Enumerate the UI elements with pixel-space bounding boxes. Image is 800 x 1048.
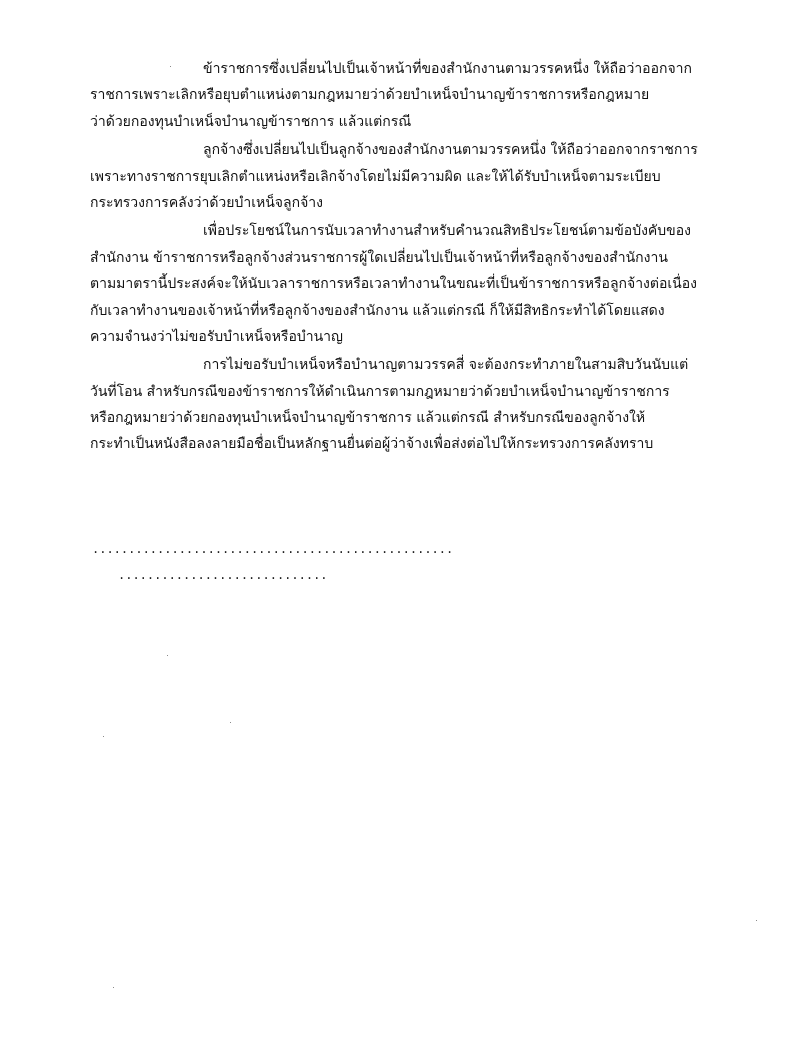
paragraph-line: เพราะทางราชการยุบเลิกตำแหน่งหรือเลิกจ้างโดยไม่มีความผิด และให้ได้รับบำเหน็จตามระเบียบ [90,168,661,185]
paragraph-line: ราชการเพราะเลิกหรือยุบตำแหน่งตามกฎหมายว่าด้วยบำเหน็จบำนาญข้าราชการหรือกฎหมาย [90,87,650,104]
paragraph-1 [90,56,712,135]
scan-speck [103,736,104,737]
paragraph-line: กับเวลาทำงานของเจ้าหน้าที่หรือลูกจ้างของสำนักงาน แล้วแต่กรณี ก็ให้มีสิทธิกระทำได้โดยแสดง [90,302,665,319]
scan-speck [230,722,231,723]
paragraph-line: ความจำนงว่าไม่ขอรับบำเหน็จหรือบำนาญ [90,328,343,345]
scan-speck [170,66,171,67]
paragraph-2 [90,137,712,216]
signature-dotted-line: ............................. [118,568,328,582]
scan-speck [756,920,757,921]
scan-speck [167,655,168,656]
paragraph-4 [90,352,712,458]
paragraph-3 [90,218,712,350]
paragraph-line: กระทรวงการคลังว่าด้วยบำเหน็จลูกจ้าง [90,194,323,211]
paragraph-line: การไม่ขอรับบำเหน็จหรือบำนาญตามวรรคสี่ จะต้องกระทำภายในสามสิบวันนับแต่ [203,357,689,374]
paragraph-line: วันที่โอน สำหรับกรณีของข้าราชการให้ดำเนินการตามกฎหมายว่าด้วยบำเหน็จบำนาญข้าราชการ [90,383,670,400]
paragraph-line: สำนักงาน ข้าราชการหรือลูกจ้างส่วนราชการผู้ใดเปลี่ยนไปเป็นเจ้าหน้าที่หรือลูกจ้างของสำนักงาน [90,249,668,266]
paragraph-line: ลูกจ้างซึ่งเปลี่ยนไปเป็นลูกจ้างของสำนักงานตามวรรคหนึ่ง ให้ถือว่าออกจากราชการ [203,142,698,159]
paragraph-line: กระทำเป็นหนังสือลงลายมือชื่อเป็นหลักฐานยื่นต่อผู้ว่าจ้างเพื่อส่งต่อไปให้กระทรวงการคลังทราบ [90,436,654,453]
signature-dotted-line: .................................................. [92,542,454,556]
document-body [90,56,712,460]
paragraph-line: ข้าราชการซึ่งเปลี่ยนไปเป็นเจ้าหน้าที่ของสำนักงานตามวรรคหนึ่ง ให้ถือว่าออกจาก [203,61,693,77]
paragraph-line: ตามมาตรานี้ประสงค์จะให้นับเวลาราชการหรือเวลาทำงานในขณะที่เป็นข้าราชการหรือลูกจ้างต่อเนื่อง [90,276,697,293]
paragraph-line: หรือกฎหมายว่าด้วยกองทุนบำเหน็จบำนาญข้าราชการ แล้วแต่กรณี สำหรับกรณีของลูกจ้างให้ [90,410,646,427]
scan-speck [113,987,114,988]
paragraph-line: ว่าด้วยกองทุนบำเหน็จบำนาญข้าราชการ แล้วแต่กรณี [90,113,412,130]
paragraph-line: เพื่อประโยชน์ในการนับเวลาทำงานสำหรับคำนวณสิทธิประโยชน์ตามข้อบังคับของ [203,223,691,240]
